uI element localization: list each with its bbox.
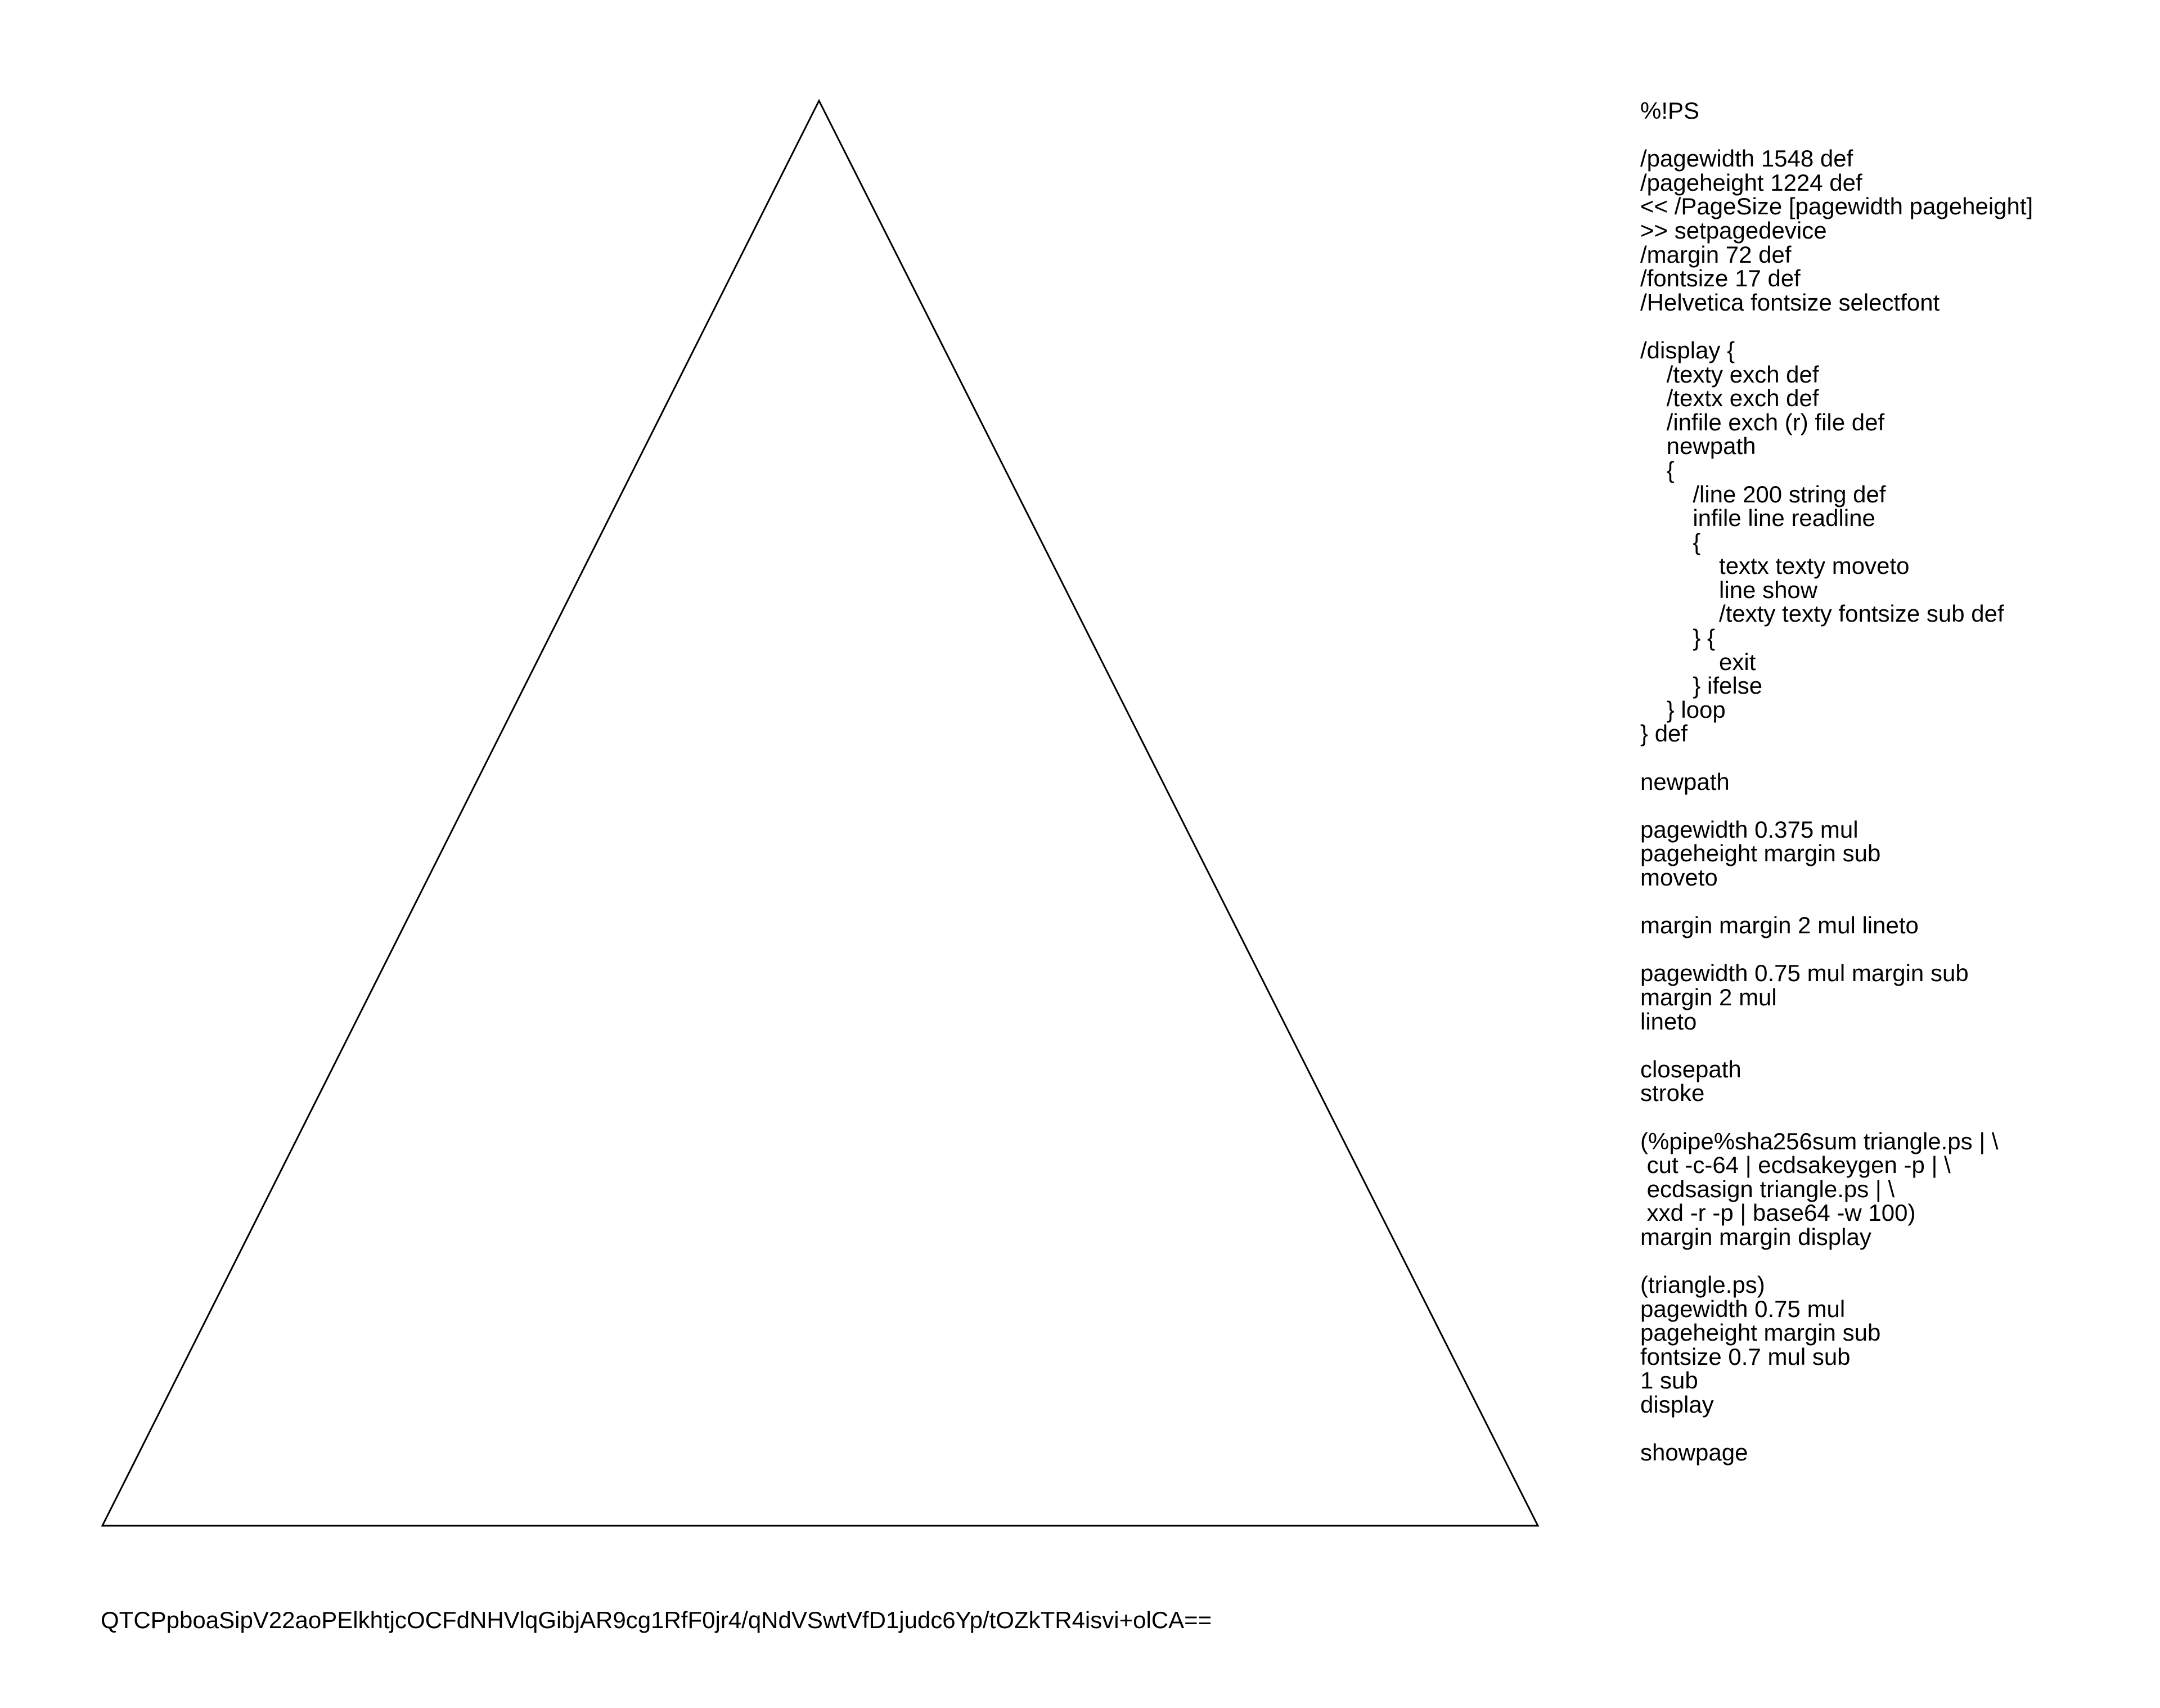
postscript-source-listing: %!PS /pagewidth 1548 def /pageheight 1224 def << /PageSize [pagewidth pageheight] >> setpagedevice /margin 72 def /fontsize 17 def /Helvetica fontsize selectfont /display { /texty exch def /textx exch def /infile exch (r) file def newpath { /line 200 string def infile line readline { textx texty moveto line show /texty texty fontsize sub def } { exit } ifelse } loop } def newpath pagewidth 0.375 mul pageheight margin sub moveto margin margin 2 mul lineto pagewidth 0.75 mul margin sub margin 2 mul lineto closepath stroke (%pipe%sha256sum triangle.ps | \ cut -c-64 | ecdsakeygen -p | \ ecdsasign triangle.ps | \ xxd -r -p | base64 -w 100) margin margin display (triangle.ps) pagewidth 0.75 mul pageheight margin sub fontsize 0.7 mul sub 1 sub display showpage [1640,97,2033,1466]
base64-signature: QTCPpboaSipV22aoPElkhtjcOCFdNHVlqGibjAR9cg1RfF0jr4/qNdVSwtVfD1judc6Yp/tOZkTR4isvi+olCA== [101,1607,1212,1633]
triangle-outline [102,101,1538,1526]
